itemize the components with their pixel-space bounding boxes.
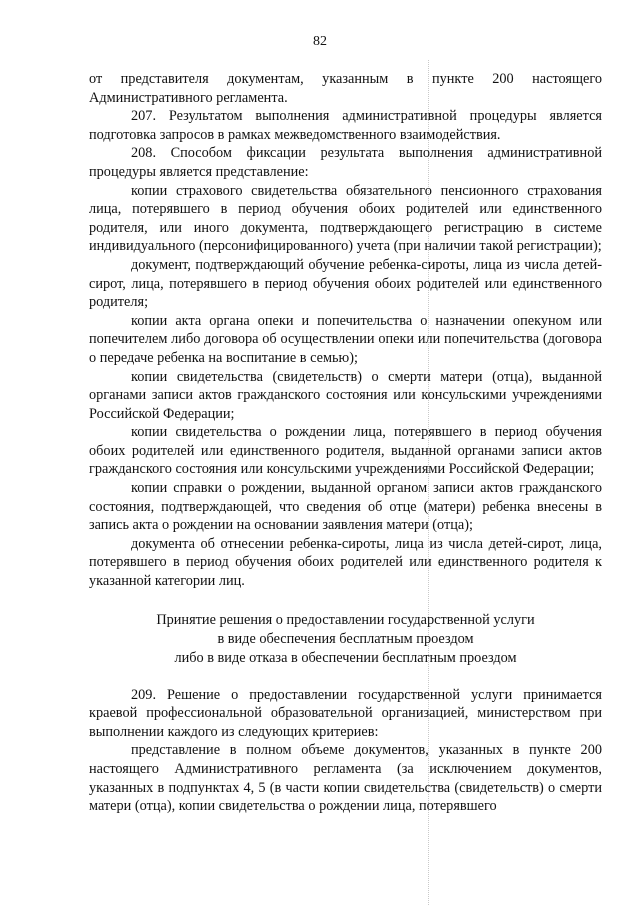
list-item-full-documents: представление в полном объеме документов, указанных в пункте 200 настоящего Административного регламента (за исключением документов, указанных в подпунктах 4, 5 (в части копии свидетельства (свидетельств) о смерти матери (отца), копии свидетельства о рождении лица, потерявшего [89,742,602,815]
page-number: 82 [313,34,327,49]
paragraph-209: 209. Решение о предоставлении государственной услуги принимается краевой профессиональной образовательной организацией, министерством при выполнении каждого из следующих критериев: [89,686,602,740]
list-item-pension-certificate: копии страхового свидетельства обязательного пенсионного страхования лица, потерявшего в период обучения обоих родителей или единственного родителя, или иного документа, подтверждающего регистрацию в системе индивидуального (персонифицированного) учета (при наличии такой регистрации); [89,182,602,255]
paragraph-208: 208. Способом фиксации результата выполнения административной процедуры является представление: [89,145,602,180]
list-item-education-document: документ, подтверждающий обучение ребенка-сироты, лица из числа детей-сирот, лица, потерявшего в период обучения обоих родителей или единственного родителя; [89,256,602,311]
section-heading-line-2: в виде обеспечения бесплатным проездом [217,630,474,647]
list-item-death-certificate: копии свидетельства (свидетельств) о смерти матери (отца), выданной органами записи актов гражданского состояния или консульскими учреждениями Российской Федерации; [89,368,602,422]
paragraph-continuation: от представителя документам, указанным в пункте 200 настоящего Административного регламента. [89,71,602,106]
section-heading [89,611,602,668]
list-item-birth-certificate: копии свидетельства о рождении лица, потерявшего в период обучения обоих родителей или единственного родителя, выданной органами записи актов гражданского состояния или консульскими учреждениями Российской Федерации; [89,424,602,478]
list-item-birth-reference: копии справки о рождении, выданной органом записи актов гражданского состояния, подтверждающей, что сведения об отце (матери) ребенка внесены в запись акта о рождении на основании заявления матери (отца); [89,480,602,534]
list-item-guardianship-act: копии акта органа опеки и попечительства о назначении опекуном или попечителем либо договора об осуществлении опеки или попечительства (договора о передаче ребенка на воспитание в семью); [89,312,602,366]
paragraph-207: 207. Результатом выполнения административной процедуры является подготовка запросов в рамках межведомственного взаимодействия. [89,108,602,143]
section-heading-line-3: либо в виде отказа в обеспечении бесплатным проездом [174,649,517,666]
document-body [89,70,602,816]
section-heading-line-1: Принятие решения о предоставлении государственной услуги [156,611,535,628]
list-item-category-document: документа об отнесении ребенка-сироты, лица из числа детей-сирот, лица, потерявшего в период обучения обоих родителей или единственного родителя к указанной категории лиц. [89,535,602,590]
